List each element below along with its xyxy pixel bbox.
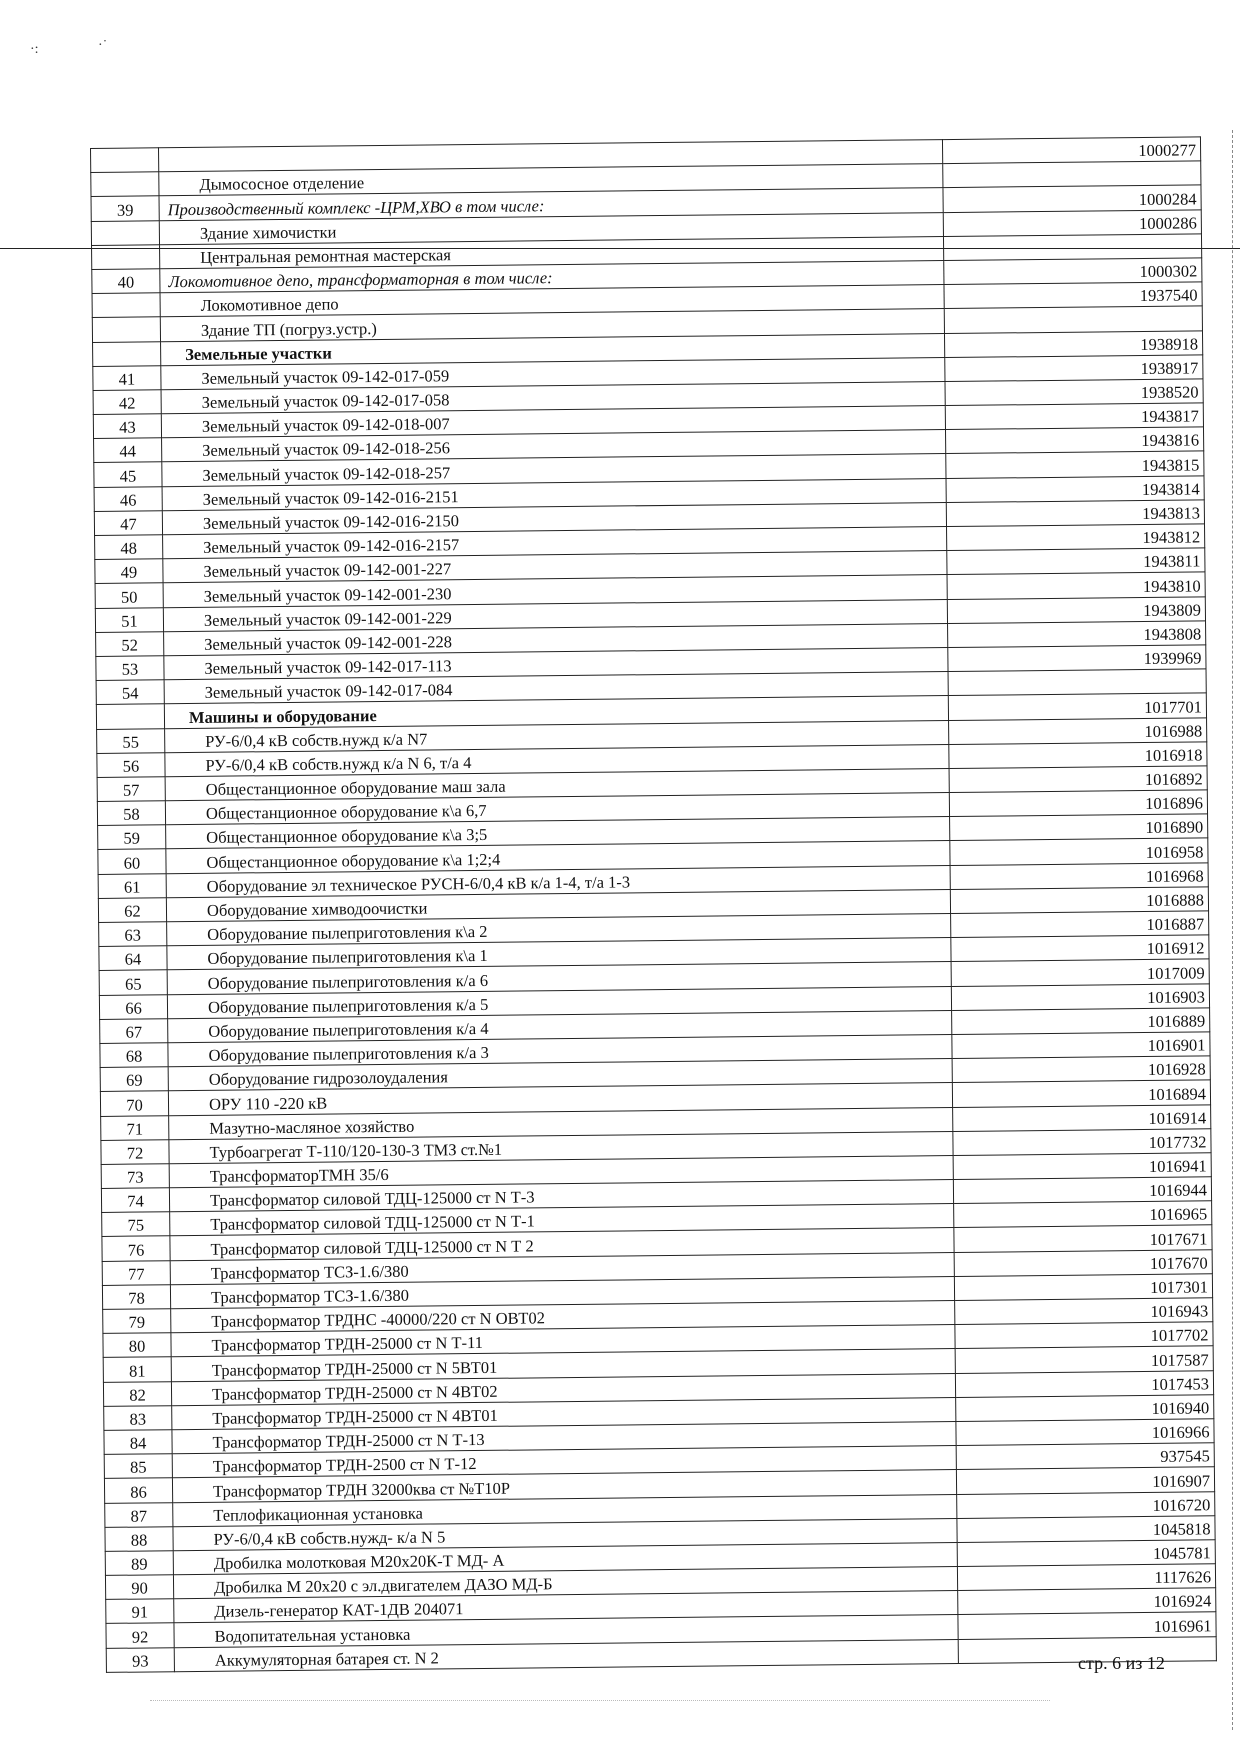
inventory-code: 1016907 [956, 1467, 1214, 1494]
item-name: Трансформатор силовой ТДЦ-125000 ст N Т 2 [170, 1228, 954, 1260]
item-name: Теплофикационная установка [173, 1494, 957, 1526]
item-name: Общестанционное оборудование к\а 6,7 [165, 793, 949, 825]
inventory-code: 1016944 [953, 1177, 1211, 1204]
item-name: Аккумуляторная батарея ст. N 2 [174, 1639, 958, 1671]
inventory-code: 1017671 [954, 1225, 1212, 1252]
inventory-code: 1016720 [957, 1491, 1215, 1518]
inventory-code: 1938520 [945, 379, 1203, 406]
inventory-code: 1016941 [953, 1153, 1211, 1180]
item-name: Земельный участок 09-142-016-2157 [163, 527, 947, 559]
row-number: 57 [97, 777, 165, 802]
inventory-code: 1016924 [958, 1588, 1216, 1615]
item-name: Земельный участок 09-142-016-2150 [162, 502, 946, 534]
inventory-code: 1017702 [955, 1322, 1213, 1349]
item-name: Здание химочистки [159, 212, 943, 244]
item-name: Дробилка М 20х20 с эл.двигателем ДАЗО МД-Б [173, 1567, 957, 1599]
item-name: Трансформатор ТРДН-25000 ст N 4ВТ01 [172, 1397, 956, 1429]
row-number: 63 [99, 922, 167, 947]
row-number: 60 [98, 849, 166, 874]
row-number: 76 [102, 1236, 170, 1261]
row-number: 39 [91, 196, 159, 221]
row-number: 49 [95, 559, 163, 584]
item-name: Земельный участок 09-142-001-228 [164, 623, 948, 655]
item-name: Оборудование пылеприготовления к/а 6 [167, 962, 951, 994]
inventory-table [90, 136, 1217, 1672]
row-number: 72 [101, 1139, 169, 1164]
item-name: Оборудование пылеприготовления к\а 2 [167, 914, 951, 946]
item-name: Земельный участок 09-142-017-084 [164, 672, 948, 704]
complex-heading: Локомотивное депо, трансформаторная в том числе: [160, 261, 944, 293]
item-name: Дымососное отделение [159, 164, 943, 196]
inventory-code: 1016912 [951, 935, 1209, 962]
inventory-code: 1017301 [954, 1274, 1212, 1301]
section-heading: Земельные участки [161, 333, 945, 365]
inventory-code: 1017670 [954, 1249, 1212, 1276]
row-number [92, 293, 160, 318]
inventory-code: 1016894 [952, 1080, 1210, 1107]
row-number: 85 [104, 1454, 172, 1479]
inventory-code: 1045781 [957, 1540, 1215, 1567]
row-number: 73 [101, 1164, 169, 1189]
inventory-code: 1016958 [950, 838, 1208, 865]
item-name: Трансформатор силовой ТДЦ-125000 ст N Т-3 [169, 1180, 953, 1212]
complex-heading: Производственный комплекс -ЦРМ,ХВО в том числе: [159, 188, 943, 220]
row-number: 77 [102, 1260, 170, 1285]
row-number: 46 [94, 486, 162, 511]
item-name: Мазутно-масляное хозяйство [169, 1107, 953, 1139]
inventory-code: 1943816 [945, 427, 1203, 454]
inventory-code: 1943817 [945, 403, 1203, 430]
item-name: ТрансформаторТМН 35/6 [169, 1155, 953, 1187]
row-number: 75 [102, 1212, 170, 1237]
row-number: 61 [98, 873, 166, 898]
item-name: Оборудование эл техническое РУСН-6/0,4 кВ к/а 1-4, т/а 1-3 [166, 865, 950, 897]
item-name: Земельный участок 09-142-001-230 [163, 575, 947, 607]
item-name: РУ-6/0,4 кВ собств.нужд к/а N 6, т/а 4 [165, 744, 949, 776]
inventory-code: 1016940 [956, 1395, 1214, 1422]
inventory-code: 937545 [956, 1443, 1214, 1470]
item-name: Дробилка молотковая М20х20К-Т МД- А [173, 1542, 957, 1574]
row-number: 64 [99, 946, 167, 971]
inventory-code: 1017587 [955, 1346, 1213, 1373]
row-number: 41 [93, 365, 161, 390]
item-name: Трансформатор ТРДН-25000 ст N 4ВТ02 [171, 1373, 955, 1405]
inventory-code: 1943815 [946, 451, 1204, 478]
row-number: 56 [97, 752, 165, 777]
row-number [91, 220, 159, 245]
row-number: 91 [106, 1599, 174, 1624]
row-number: 52 [96, 632, 164, 657]
item-name: Оборудование пылеприготовления к/а 3 [168, 1034, 952, 1066]
row-number [92, 317, 160, 342]
inventory-code: 1016928 [952, 1056, 1210, 1083]
row-number: 71 [101, 1115, 169, 1140]
inventory-code [944, 306, 1202, 333]
row-number: 43 [93, 414, 161, 439]
item-name: Земельный участок 09-142-001-229 [163, 599, 947, 631]
row-number: 81 [103, 1357, 171, 1382]
inventory-code: 1016890 [950, 814, 1208, 841]
inventory-code: 1939969 [948, 645, 1206, 672]
inventory-code: 1016961 [958, 1612, 1216, 1639]
row-number: 89 [105, 1551, 173, 1576]
item-name: Оборудование пылеприготовления к\а 1 [167, 938, 951, 970]
row-number: 83 [104, 1405, 172, 1430]
item-name: Общестанционное оборудование к\а 1;2;4 [166, 841, 950, 873]
item-name: Локомотивное депо [160, 285, 944, 317]
item-name: Земельный участок 09-142-018-256 [162, 430, 946, 462]
item-name: Трансформатор ТРДН-25000 ст N Т-13 [172, 1421, 956, 1453]
row-number: 44 [94, 438, 162, 463]
inventory-code: 1000277 [942, 137, 1200, 164]
inventory-code [943, 161, 1201, 188]
inventory-code: 1017009 [951, 959, 1209, 986]
item-name: Земельный участок 09-142-016-2151 [162, 478, 946, 510]
scan-dots [150, 1700, 1050, 1701]
inventory-code: 1017732 [953, 1129, 1211, 1156]
inventory-code: 1016918 [949, 742, 1207, 769]
row-number: 68 [100, 1043, 168, 1068]
inventory-code: 1016887 [951, 911, 1209, 938]
row-number: 58 [97, 801, 165, 826]
row-number: 59 [98, 825, 166, 850]
inventory-code: 1016968 [950, 862, 1208, 889]
inventory-code: 1016892 [949, 766, 1207, 793]
row-number: 66 [99, 994, 167, 1019]
item-name: РУ-6/0,4 кВ собств.нужд к/а N7 [165, 720, 949, 752]
inventory-code: 1016888 [950, 887, 1208, 914]
inventory-code: 1943809 [947, 596, 1205, 623]
inventory-code: 1117626 [957, 1564, 1215, 1591]
inventory-code: 1016903 [951, 983, 1209, 1010]
inventory-code: 1938918 [944, 330, 1202, 357]
inventory-code: 1937540 [944, 282, 1202, 309]
item-name: Трансформатор ТРДН-25000 ст N Т-11 [171, 1325, 955, 1357]
row-number: 53 [96, 656, 164, 681]
row-number: 88 [105, 1526, 173, 1551]
row-number: 84 [104, 1430, 172, 1455]
row-number: 45 [94, 462, 162, 487]
item-name: Центральная ремонтная мастерская [160, 236, 944, 268]
page-number: стр. 6 из 12 [1078, 1653, 1165, 1673]
row-number: 47 [94, 511, 162, 536]
row-number: 40 [92, 269, 160, 294]
inventory-code: 1016889 [952, 1008, 1210, 1035]
row-number: 65 [99, 970, 167, 995]
row-number: 80 [103, 1333, 171, 1358]
inventory-code: 1017701 [948, 693, 1206, 720]
row-number: 51 [95, 607, 163, 632]
row-number: 69 [100, 1067, 168, 1092]
item-name: РУ-6/0,4 кВ собств.нужд- к/а N 5 [173, 1518, 957, 1550]
inventory-code: 1943810 [947, 572, 1205, 599]
row-number: 78 [102, 1285, 170, 1310]
row-number: 86 [104, 1478, 172, 1503]
row-number [91, 148, 159, 173]
inventory-code: 1045818 [957, 1515, 1215, 1542]
item-name: ОРУ 110 -220 кВ [168, 1083, 952, 1115]
row-number: 93 [106, 1647, 174, 1672]
row-number [93, 341, 161, 366]
inventory-code: 1000284 [943, 185, 1201, 212]
row-number [96, 704, 164, 729]
item-name: Оборудование химводоочистки [166, 889, 950, 921]
inventory-code: 1016966 [956, 1419, 1214, 1446]
inventory-code: 1000286 [943, 209, 1201, 236]
item-name: Трансформатор ТСЗ-1.6/380 [170, 1252, 954, 1284]
inventory-code: 1943811 [947, 548, 1205, 575]
scan-edge [1232, 130, 1233, 1730]
inventory-code: 1016914 [953, 1104, 1211, 1131]
item-name: Общестанционное оборудование к\а 3;5 [166, 817, 950, 849]
inventory-code: 1016965 [954, 1201, 1212, 1228]
inventory-code: 1943814 [946, 475, 1204, 502]
inventory-code: 1000302 [944, 258, 1202, 285]
scan-speck: ·˙ [98, 38, 108, 53]
item-name: Трансформатор ТРДН-2500 ст N Т-12 [172, 1446, 956, 1478]
item-name: Трансформатор ТРДН-25000 ст N 5ВТ01 [171, 1349, 955, 1381]
row-number [92, 245, 160, 270]
inventory-code: 1017453 [955, 1370, 1213, 1397]
inventory-code: 1016896 [949, 790, 1207, 817]
inventory-code [948, 669, 1206, 696]
inventory-code: 1016988 [949, 717, 1207, 744]
row-number: 55 [97, 728, 165, 753]
row-number: 50 [95, 583, 163, 608]
item-name: Земельный участок 09-142-018-007 [161, 406, 945, 438]
item-name: Турбоагрегат Т-110/120-130-3 ТМЗ ст.№1 [169, 1131, 953, 1163]
item-name: Здание ТП (погруз.устр.) [160, 309, 944, 341]
item-name: Трансформатор ТСЗ-1.6/380 [170, 1276, 954, 1308]
item-name: Водопитательная установка [174, 1615, 958, 1647]
item-name: Земельный участок 09-142-017-113 [164, 647, 948, 679]
item-name: Земельный участок 09-142-017-059 [161, 357, 945, 389]
inventory-code: 1016901 [952, 1032, 1210, 1059]
item-name: Оборудование гидрозолоудаления [168, 1059, 952, 1091]
row-number: 82 [103, 1381, 171, 1406]
row-number: 54 [96, 680, 164, 705]
item-name: Трансформатор ТРДН 32000ква ст №Т10Р [172, 1470, 956, 1502]
inventory-code: 1943812 [947, 524, 1205, 551]
inventory-code: 1938917 [945, 355, 1203, 382]
inventory-code [943, 234, 1201, 261]
inventory-code: 1016943 [955, 1298, 1213, 1325]
item-name: Земельный участок 09-142-001-227 [163, 551, 947, 583]
item-name: Оборудование пылеприготовления к/а 4 [168, 1010, 952, 1042]
item-name: Земельный участок 09-142-018-257 [162, 454, 946, 486]
item-name: Земельный участок 09-142-017-058 [161, 381, 945, 413]
row-number: 48 [95, 535, 163, 560]
row-number: 62 [98, 898, 166, 923]
inventory-code: 1943808 [948, 621, 1206, 648]
item-name: Трансформатор силовой ТДЦ-125000 ст N Т-1 [170, 1204, 954, 1236]
item-name: Трансформатор ТРДНС -40000/220 ст N ОВТ02 [171, 1301, 955, 1333]
row-number: 92 [106, 1623, 174, 1648]
row-number: 90 [105, 1575, 173, 1600]
row-number [91, 172, 159, 197]
item-name: Оборудование пылеприготовления к/а 5 [167, 986, 951, 1018]
row-number: 87 [105, 1502, 173, 1527]
item-name: Дизель-генератор КАТ-1ДВ 204071 [174, 1591, 958, 1623]
row-number: 70 [100, 1091, 168, 1116]
section-heading: Машины и оборудование [164, 696, 948, 728]
row-number: 74 [101, 1188, 169, 1213]
row-number: 79 [103, 1309, 171, 1334]
inventory-code: 1943813 [946, 500, 1204, 527]
scan-speck: ·: [30, 42, 39, 57]
row-number: 67 [100, 1018, 168, 1043]
row-number: 42 [93, 390, 161, 415]
item-name: Общестанционное оборудование маш зала [165, 768, 949, 800]
